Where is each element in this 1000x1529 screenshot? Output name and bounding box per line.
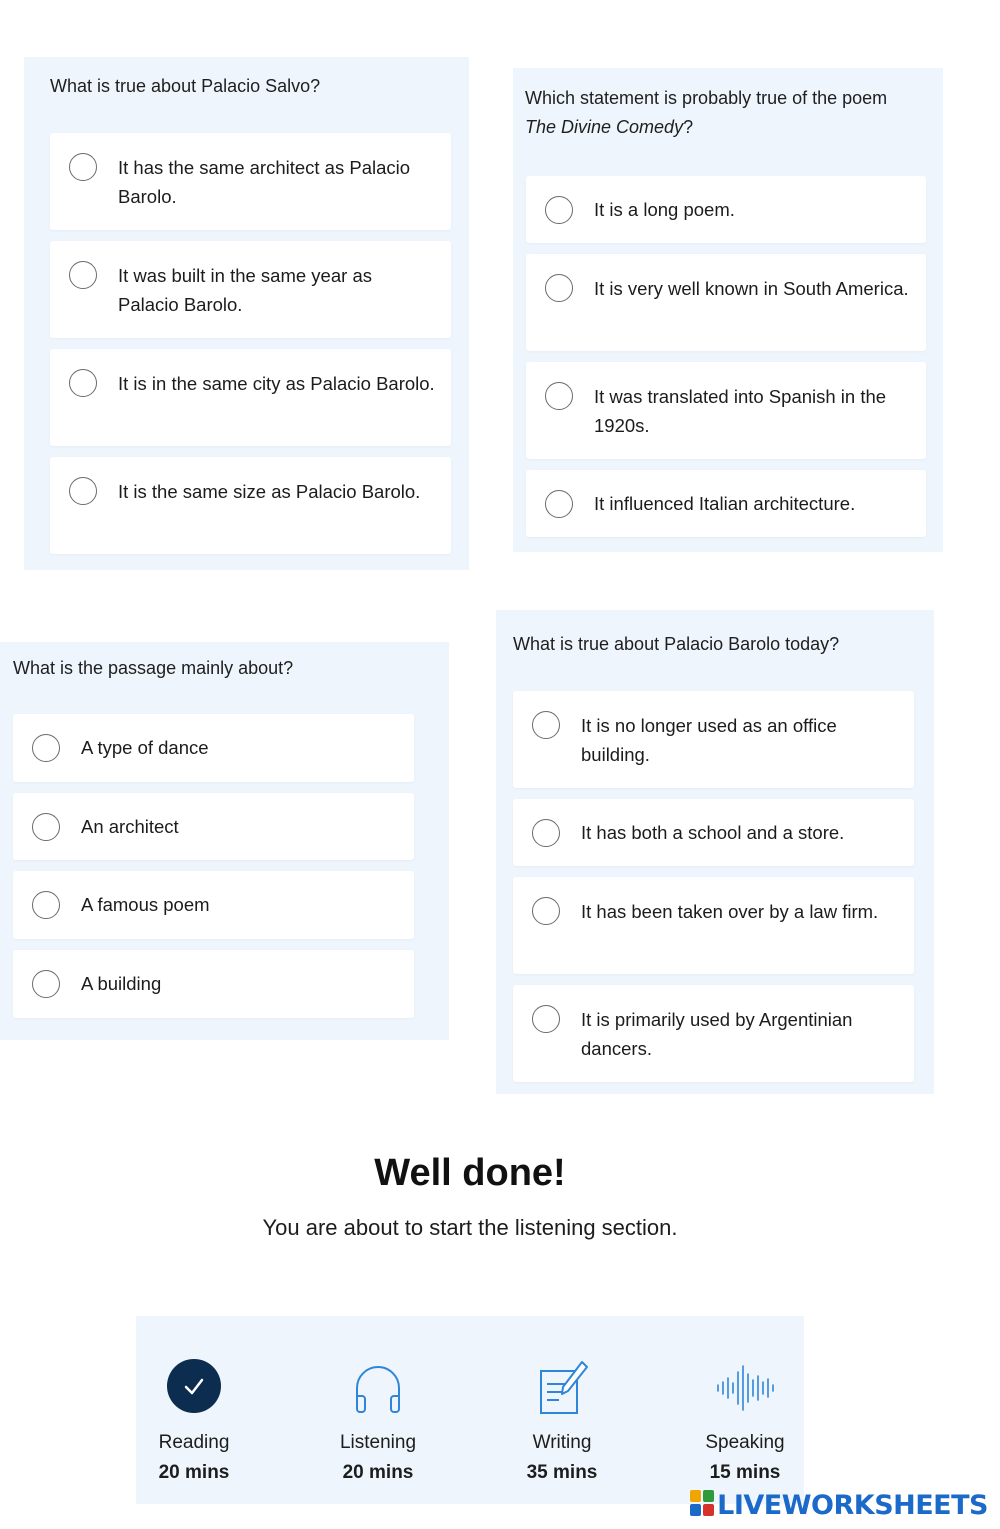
answer-option[interactable] xyxy=(13,871,414,939)
answer-option[interactable] xyxy=(50,457,451,554)
question-card-2 xyxy=(513,68,943,552)
section-time: 20 mins xyxy=(342,1462,414,1483)
section-listening xyxy=(298,1316,458,1504)
liveworksheets-brand xyxy=(690,1490,988,1520)
radio-button[interactable] xyxy=(532,711,560,739)
answer-label: It is in the same city as Palacio Barolo. xyxy=(118,373,435,394)
section-summary xyxy=(136,1316,804,1504)
answer-option[interactable] xyxy=(526,176,926,243)
answer-label: It is a long poem. xyxy=(594,199,735,220)
radio-button[interactable] xyxy=(32,891,60,919)
question-prompt: What is true about Palacio Barolo today? xyxy=(513,634,840,654)
radio-button[interactable] xyxy=(545,382,573,410)
completion-title: Well done! xyxy=(374,1152,566,1194)
question-prompt: What is the passage mainly about? xyxy=(13,658,294,678)
brand-name: LIVEWORKSHEETS xyxy=(717,1489,988,1521)
radio-button[interactable] xyxy=(69,477,97,505)
radio-button[interactable] xyxy=(532,1005,560,1033)
section-speaking xyxy=(665,1316,825,1504)
poem-title: The Divine Comedy xyxy=(525,117,684,137)
answer-label: It has both a school and a store. xyxy=(581,822,845,843)
question-card-1 xyxy=(24,57,469,570)
answer-label: It is no longer used as an office building. xyxy=(581,715,837,765)
radio-button[interactable] xyxy=(545,274,573,302)
section-time: 15 mins xyxy=(709,1462,781,1483)
section-time: 20 mins xyxy=(158,1462,230,1483)
question-prompt-end: ? xyxy=(683,117,694,137)
answer-option[interactable] xyxy=(13,714,414,782)
answer-option[interactable] xyxy=(13,950,414,1018)
answer-option[interactable] xyxy=(526,362,926,459)
answer-label: It was translated into Spanish in the 1920s. xyxy=(594,386,887,436)
sound-wave-icon xyxy=(715,1358,775,1418)
radio-button[interactable] xyxy=(532,819,560,847)
radio-button[interactable] xyxy=(69,153,97,181)
answer-option[interactable] xyxy=(526,470,926,537)
question-card-3 xyxy=(0,642,449,1040)
answer-label: It has the same architect as Palacio Barolo. xyxy=(118,157,411,207)
section-name: Reading xyxy=(158,1432,230,1453)
question-prompt: What is true about Palacio Salvo? xyxy=(50,76,321,96)
radio-button[interactable] xyxy=(69,369,97,397)
answer-option[interactable] xyxy=(50,133,451,230)
writing-icon xyxy=(532,1358,592,1418)
section-name: Writing xyxy=(532,1432,592,1453)
section-time: 35 mins xyxy=(526,1462,598,1483)
radio-button[interactable] xyxy=(32,734,60,762)
radio-button[interactable] xyxy=(32,813,60,841)
answer-label: A building xyxy=(81,973,162,994)
completion-subtitle: You are about to start the listening section. xyxy=(262,1215,678,1240)
answer-option[interactable] xyxy=(13,793,414,860)
answer-option[interactable] xyxy=(526,254,926,351)
answer-option[interactable] xyxy=(513,799,914,866)
answer-option[interactable] xyxy=(50,241,451,338)
answer-label: It was built in the same year as Palacio Barolo. xyxy=(118,265,372,315)
section-writing xyxy=(482,1316,642,1504)
radio-button[interactable] xyxy=(545,196,573,224)
answer-label: A famous poem xyxy=(81,894,210,915)
answer-option[interactable] xyxy=(50,349,451,446)
radio-button[interactable] xyxy=(69,261,97,289)
answer-label: It is very well known in South America. xyxy=(594,278,909,299)
answer-label: An architect xyxy=(81,816,179,837)
radio-button[interactable] xyxy=(532,897,560,925)
check-circle-icon xyxy=(166,1358,222,1414)
answer-option[interactable] xyxy=(513,985,914,1082)
section-name: Listening xyxy=(339,1432,417,1453)
answer-label: A type of dance xyxy=(81,737,209,758)
radio-button[interactable] xyxy=(32,970,60,998)
radio-button[interactable] xyxy=(545,490,573,518)
answer-label: It has been taken over by a law firm. xyxy=(581,901,879,922)
question-prompt-start: Which statement is probably true of the poem xyxy=(525,88,888,108)
answer-label: It influenced Italian architecture. xyxy=(594,493,856,514)
question-card-4 xyxy=(496,610,934,1094)
question-prompt xyxy=(525,84,905,142)
answer-label: It is the same size as Palacio Barolo. xyxy=(118,481,421,502)
answer-label: It is primarily used by Argentinian dancers. xyxy=(581,1009,853,1059)
answer-option[interactable] xyxy=(513,877,914,974)
headphones-icon xyxy=(348,1358,408,1418)
section-name: Speaking xyxy=(705,1432,785,1453)
section-reading xyxy=(114,1316,274,1504)
liveworksheets-logo-icon xyxy=(690,1490,714,1521)
answer-option[interactable] xyxy=(513,691,914,788)
